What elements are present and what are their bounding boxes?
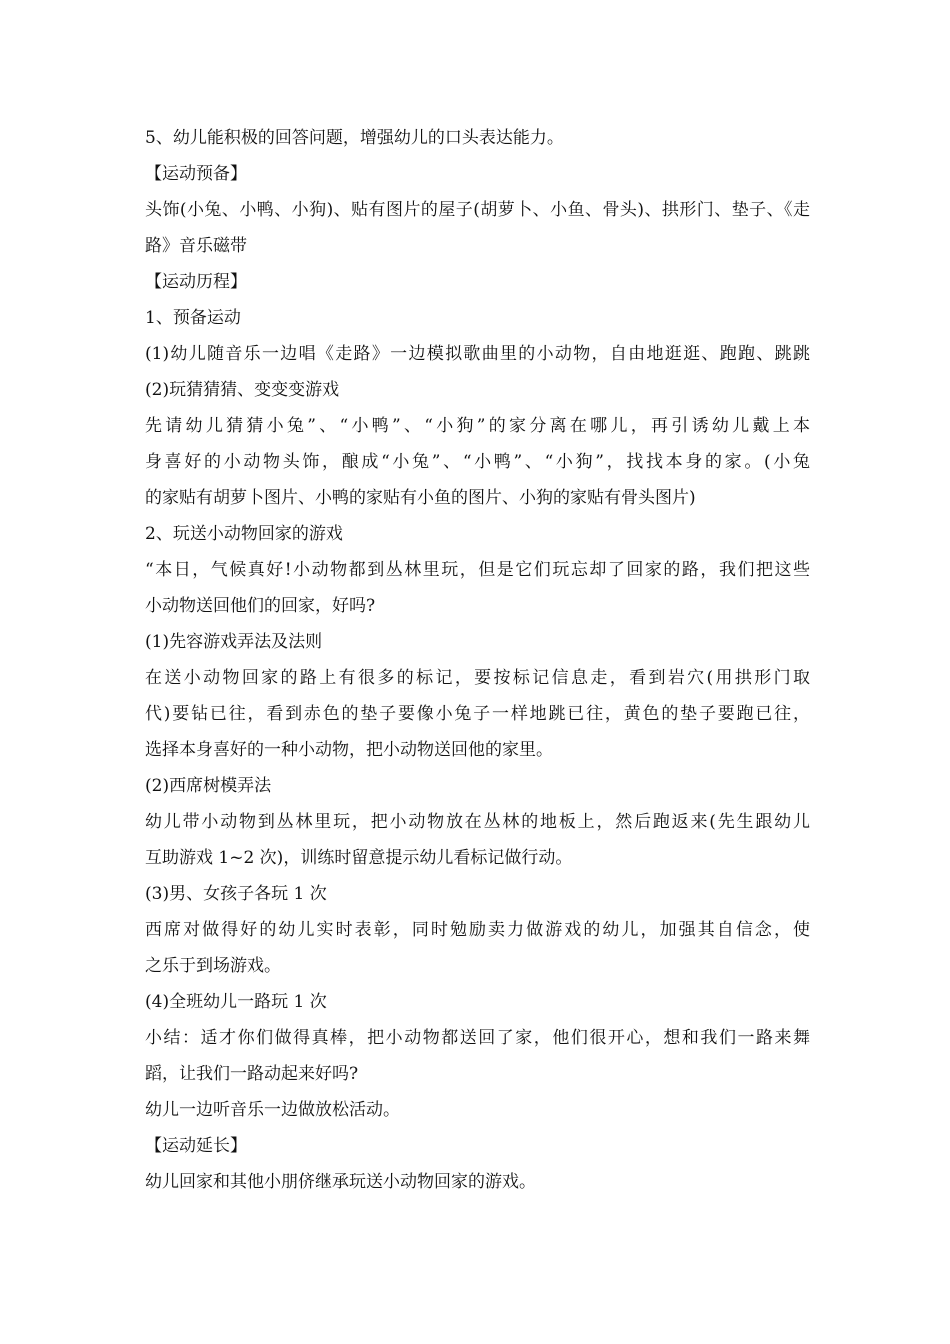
text-line: (4)全班幼儿一路玩 1 次 xyxy=(145,992,327,1012)
text-line: 2、玩送小动物回家的游戏 xyxy=(145,524,343,544)
text-line: 之乐于到场游戏。 xyxy=(145,956,281,976)
text-line: (1)先容游戏弄法及法则 xyxy=(145,632,323,652)
text-line: 先请幼儿猜猜小兔”、“小鸭”、“小狗”的家分离在哪儿，再引诱幼儿戴上本 xyxy=(145,416,810,436)
text-line: 1、预备运动 xyxy=(145,308,241,328)
text-line: 5、幼儿能积极的回答问题，增强幼儿的口头表达能力。 xyxy=(145,128,564,148)
text-line: 蹈，让我们一路动起来好吗? xyxy=(145,1064,359,1084)
text-line: (1)幼儿随音乐一边唱《走路》一边模拟歌曲里的小动物，自由地逛逛、跑跑、跳跳 xyxy=(145,344,810,364)
text-line: 小动物送回他们的回家，好吗? xyxy=(145,596,376,616)
section-heading-preparation: 【运动预备】 xyxy=(145,164,247,184)
section-heading-extension: 【运动延长】 xyxy=(145,1136,247,1156)
text-line: 西席对做得好的幼儿实时表彰，同时勉励卖力做游戏的幼儿，加强其自信念，使 xyxy=(145,920,810,940)
text-line: 身喜好的小动物头饰，酿成“小兔”、“小鸭”、“小狗”，找找本身的家。(小兔 xyxy=(145,452,810,472)
text-line: 选择本身喜好的一种小动物，把小动物送回他的家里。 xyxy=(145,740,553,760)
text-line: 幼儿带小动物到丛林里玩，把小动物放在丛林的地板上，然后跑返来(先生跟幼儿 xyxy=(145,812,810,832)
text-line: 的家贴有胡萝卜图片、小鸭的家贴有小鱼的图片、小狗的家贴有骨头图片) xyxy=(145,488,696,508)
document-body xyxy=(145,120,810,1200)
text-line: “本日，气候真好!小动物都到丛林里玩，但是它们玩忘却了回家的路，我们把这些 xyxy=(145,560,810,580)
text-line: 小结：适才你们做得真棒，把小动物都送回了家，他们很开心，想和我们一路来舞 xyxy=(145,1028,810,1048)
text-line: 代)要钻已往，看到赤色的垫子要像小兔子一样地跳已往，黄色的垫子要跑已往， xyxy=(145,704,810,724)
text-line: 互助游戏 1~2 次)，训练时留意提示幼儿看标记做行动。 xyxy=(145,848,573,868)
text-line: (2)玩猜猜猜、变变变游戏 xyxy=(145,380,340,400)
text-line: 在送小动物回家的路上有很多的标记，要按标记信息走，看到岩穴(用拱形门取 xyxy=(145,668,810,688)
text-line: 幼儿回家和其他小朋侪继承玩送小动物回家的游戏。 xyxy=(145,1172,536,1192)
section-heading-process: 【运动历程】 xyxy=(145,272,247,292)
text-line: 幼儿一边听音乐一边做放松活动。 xyxy=(145,1100,400,1120)
text-line: 路》音乐磁带 xyxy=(145,236,247,256)
text-line: (3)男、女孩子各玩 1 次 xyxy=(145,884,327,904)
text-line: (2)西席树模弄法 xyxy=(145,776,272,796)
text-line: 头饰(小兔、小鸭、小狗)、贴有图片的屋子(胡萝卜、小鱼、骨头)、拱形门、垫子、《走 xyxy=(145,200,810,220)
